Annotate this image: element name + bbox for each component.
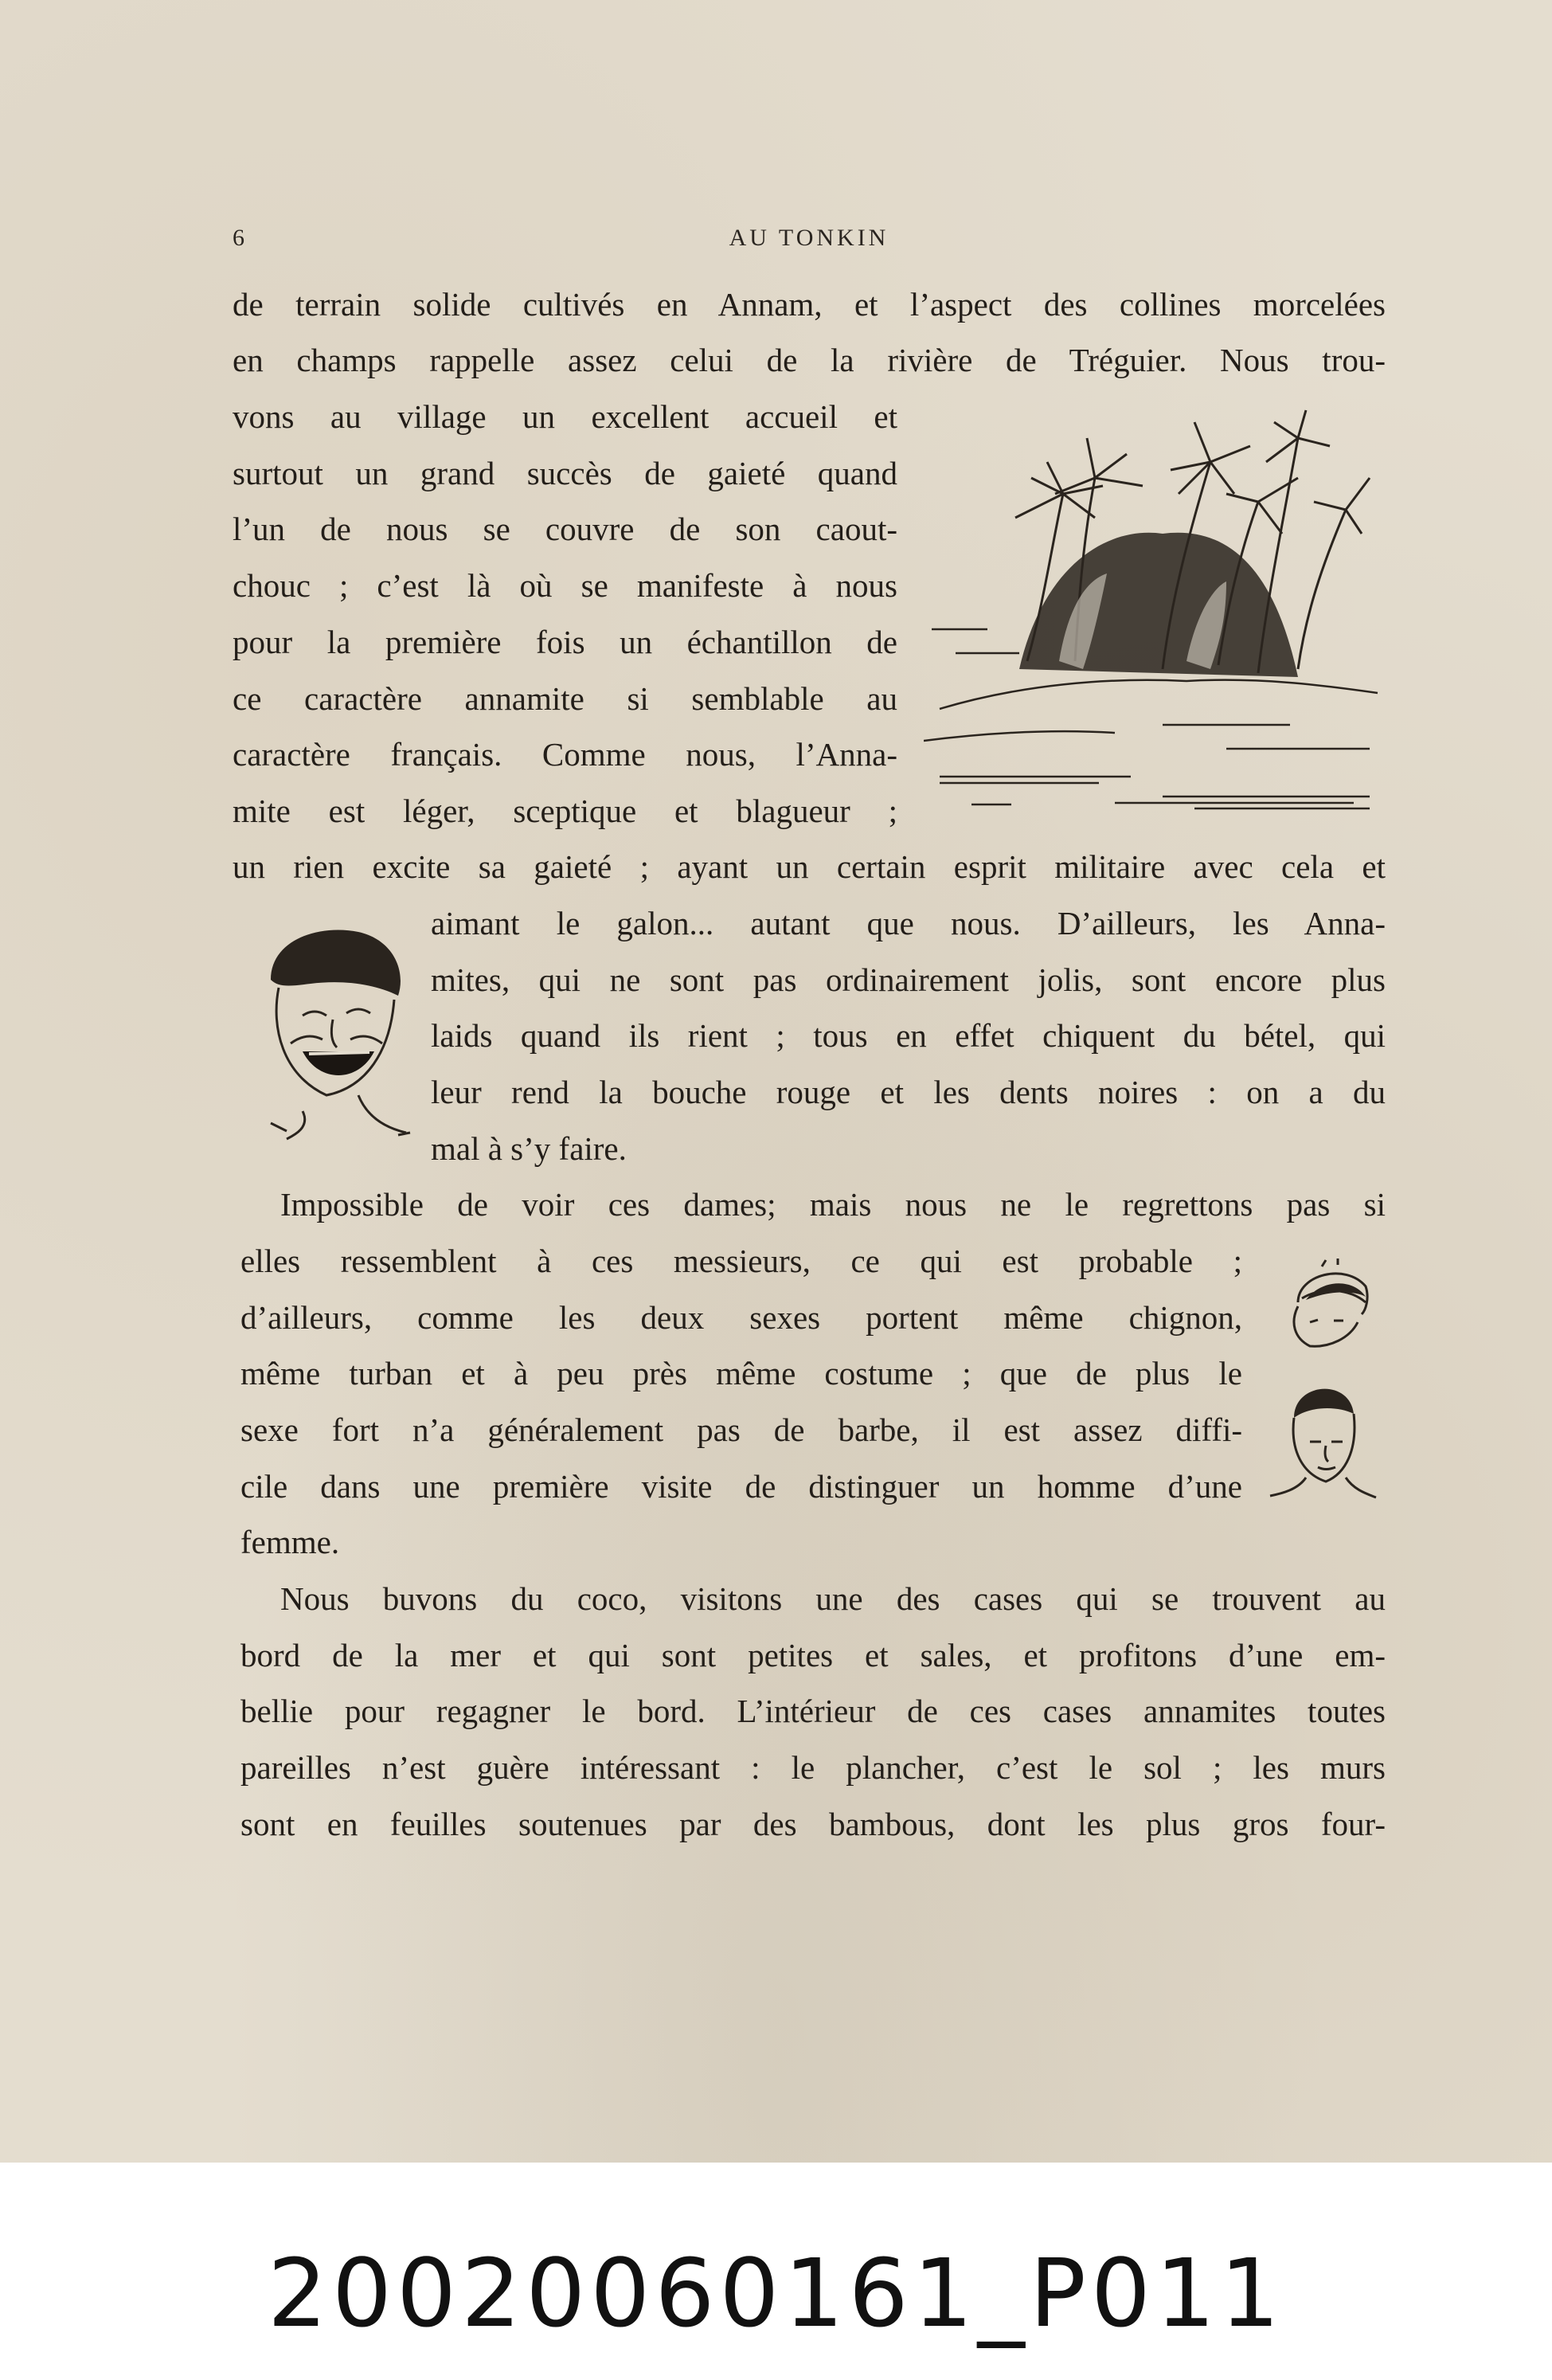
text-line: aimant le galon... autant que nous. D’ailleurs, les Anna- — [431, 905, 1386, 941]
text-line: de terrain solide cultivés en Annam, et l’aspect des collines morcelées — [233, 286, 1386, 323]
text-line: caractère français. Comme nous, l’Anna- — [233, 736, 897, 773]
text-line: sexe fort n’a généralement pas de barbe, il est assez diffi- — [240, 1411, 1242, 1448]
archive-identifier: 20020060161_P011 — [267, 2238, 1285, 2348]
text-line: chouc ; c’est là où se manifeste à nous — [233, 567, 897, 604]
text-line: sont en feuilles soutenues par des bambous, dont les plus gros four- — [240, 1806, 1386, 1842]
text-line: en champs rappelle assez celui de la rivière de Tréguier. Nous trou- — [233, 342, 1386, 378]
text-line: l’un de nous se couvre de son caout- — [233, 511, 897, 547]
text-line: bellie pour regagner le bord. L’intérieur de ces cases annamites toutes — [240, 1693, 1386, 1729]
text-line: Nous buvons du coco, visitons une des cases qui se trouvent au — [280, 1580, 1386, 1617]
text-line: mal à s’y faire. — [431, 1130, 627, 1167]
text-line: même turban et à peu près même costume ; que de plus le — [240, 1355, 1242, 1392]
running-header — [233, 225, 1386, 256]
text-line: laids quand ils rient ; tous en effet chiquent du bétel, qui — [431, 1017, 1386, 1054]
palm-trees-illustration — [924, 406, 1386, 812]
text-line: mite est léger, sceptique et blagueur ; — [233, 793, 897, 829]
text-line: d’ailleurs, comme les deux sexes portent même chignon, — [240, 1299, 1242, 1336]
text-line: surtout un grand succès de gaieté quand — [233, 455, 897, 491]
text-line: pour la première fois un échantillon de — [233, 624, 897, 660]
text-line: pareilles n’est guère intéressant : le plancher, c’est le sol ; les murs — [240, 1749, 1386, 1786]
running-title: AU TONKIN — [729, 225, 889, 251]
text-line: femme. — [240, 1524, 340, 1560]
turbaned-head-illustration — [1274, 1259, 1378, 1354]
text-line: un rien excite sa gaieté ; ayant un certain esprit militaire avec cela et — [233, 848, 1386, 885]
text-line: mites, qui ne sont pas ordinairement jolis, sont encore plus — [431, 961, 1386, 998]
text-line: elles ressemblent à ces messieurs, ce qui est probable ; — [240, 1243, 1242, 1279]
head-portrait-illustration — [1266, 1370, 1378, 1505]
text-line: Impossible de voir ces dames; mais nous ne le regrettons pas si — [280, 1186, 1386, 1223]
text-line: leur rend la bouche rouge et les dents noires : on a du — [431, 1074, 1386, 1110]
text-line: ce caractère annamite si semblable au — [233, 680, 897, 717]
text-line: vons au village un excellent accueil et — [233, 398, 897, 435]
laughing-man-illustration — [247, 924, 414, 1147]
page-number: 6 — [233, 225, 248, 251]
text-line: cile dans une première visite de distinguer un homme d’une — [240, 1468, 1242, 1505]
text-line: bord de la mer et qui sont petites et sales, et profitons d’une em- — [240, 1637, 1386, 1673]
